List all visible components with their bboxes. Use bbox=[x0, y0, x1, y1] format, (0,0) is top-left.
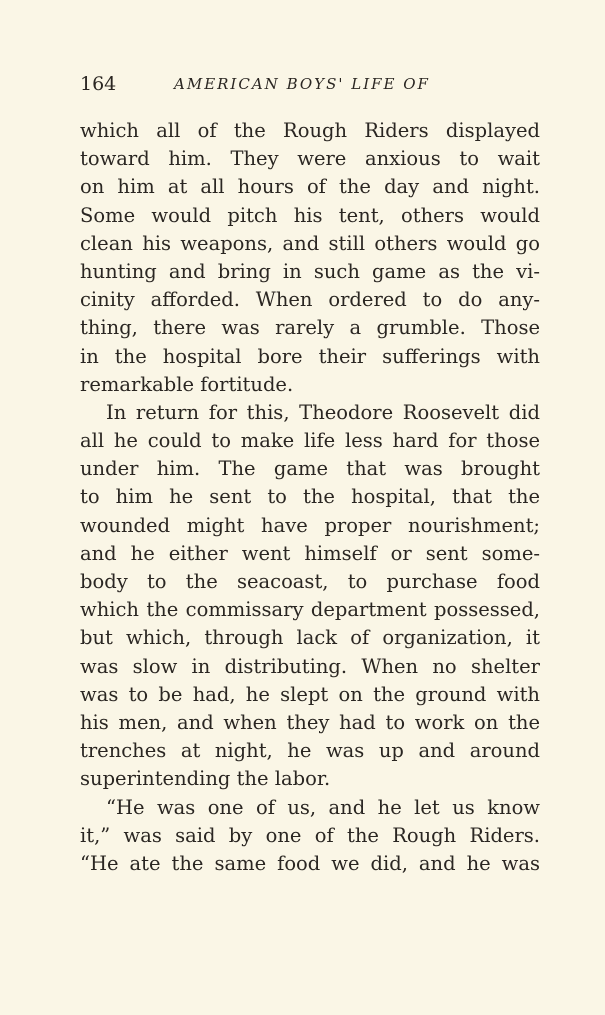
text-line: In return for this, Theodore Roosevelt did bbox=[106, 400, 540, 424]
text-line: remarkable fortitude. bbox=[80, 372, 294, 396]
text-line: clean his weapons, and still others would go bbox=[80, 231, 540, 255]
text-line: but which, through lack of organization, it bbox=[80, 626, 540, 650]
text-line: his men, and when they had to work on the bbox=[80, 710, 540, 734]
text-line: “He ate the same food we did, and he was bbox=[80, 851, 540, 875]
text-line: in the hospital bore their sufferings with bbox=[80, 344, 540, 368]
text-line: under him. The game that was brought bbox=[80, 457, 540, 481]
text-line: Some would pitch his tent, others would bbox=[80, 203, 540, 227]
text-line: toward him. They were anxious to wait bbox=[80, 147, 540, 171]
text-line: wounded might have proper nourishment; bbox=[80, 513, 540, 537]
page-header bbox=[80, 73, 540, 103]
text-line: hunting and bring in such game as the vi- bbox=[80, 259, 540, 283]
text-line: cinity afforded. When ordered to do any- bbox=[80, 288, 540, 312]
text-line: all he could to make life less hard for those bbox=[80, 429, 540, 453]
text-line: on him at all hours of the day and night. bbox=[80, 175, 540, 199]
text-line: “He was one of us, and he let us know bbox=[106, 795, 540, 819]
text-line: trenches at night, he was up and around bbox=[80, 739, 540, 763]
text-line: body to the seacoast, to purchase food bbox=[80, 570, 540, 593]
text-line: to him he sent to the hospital, that the bbox=[80, 485, 540, 509]
text-line: thing, there was rarely a grumble. Those bbox=[80, 316, 540, 340]
text-line: and he either went himself or sent some- bbox=[80, 541, 540, 565]
body-text bbox=[80, 117, 540, 878]
text-line: it,” was said by one of the Rough Riders. bbox=[80, 823, 540, 847]
text-line: superintending the labor. bbox=[80, 767, 331, 791]
text-line: was slow in distributing. When no shelter bbox=[80, 654, 540, 678]
text-line: which all of the Rough Riders displayed bbox=[80, 119, 540, 142]
text-line: which the commissary department possessed, bbox=[80, 598, 540, 622]
page-number: 164 bbox=[80, 73, 117, 95]
text-line: was to be had, he slept on the ground with bbox=[80, 682, 540, 706]
running-title: AMERICAN BOYS' LIFE OF bbox=[174, 75, 430, 93]
